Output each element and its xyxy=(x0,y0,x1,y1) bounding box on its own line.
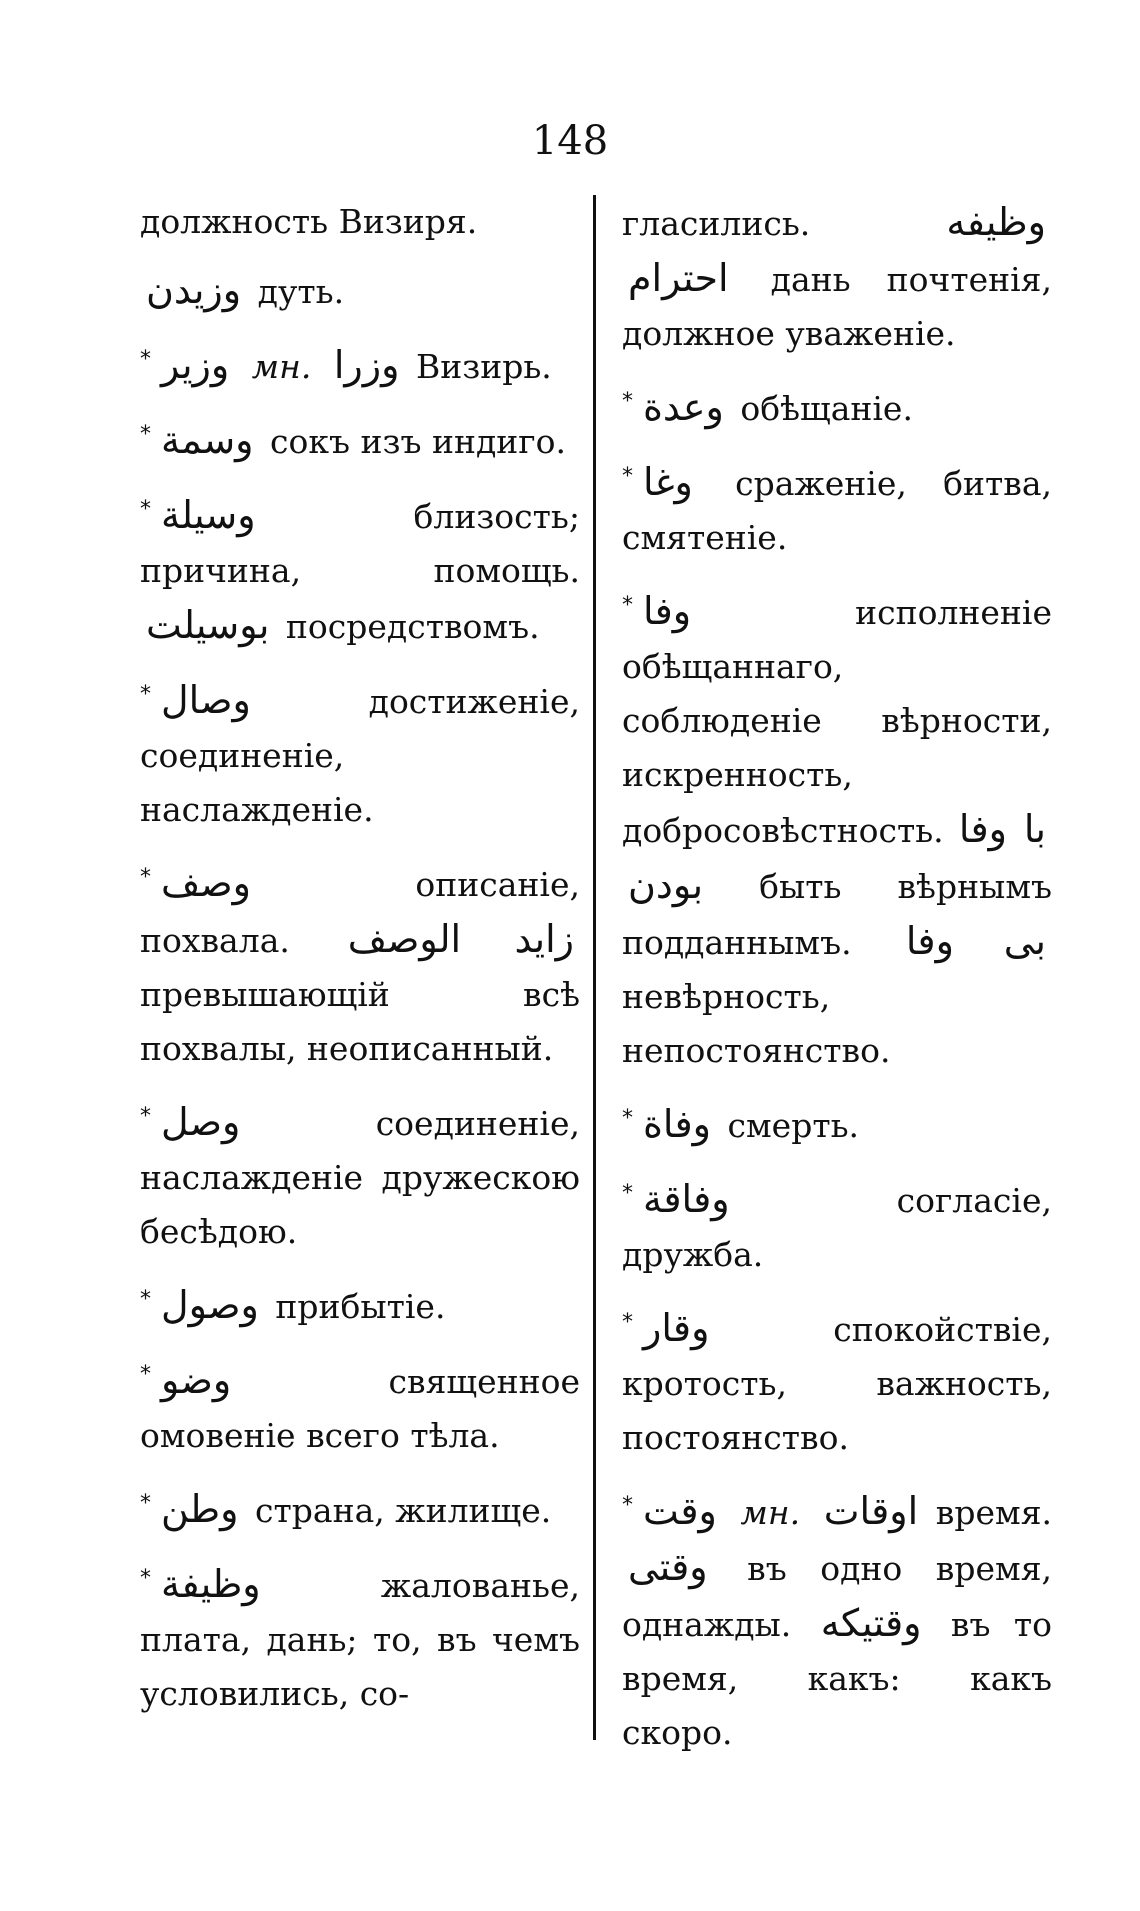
arabic-headword: وعدة xyxy=(643,385,724,429)
arabic-headword: وفاة xyxy=(643,1102,712,1146)
asterisk-marker: * xyxy=(140,1566,151,1591)
russian-definition: близость; причина, помощь. xyxy=(140,497,580,590)
arabic-headword: اوقات xyxy=(823,1489,919,1533)
russian-definition: время. xyxy=(935,1493,1053,1532)
dictionary-entry xyxy=(140,1090,580,1259)
russian-definition: посредствомъ. xyxy=(285,607,540,646)
russian-definition: согласіе, дружба. xyxy=(622,1181,1052,1274)
dictionary-entry xyxy=(140,668,580,837)
arabic-headword: وطن xyxy=(161,1487,239,1531)
asterisk-marker: * xyxy=(622,1181,633,1206)
dictionary-entry xyxy=(140,1348,580,1463)
asterisk-marker: * xyxy=(622,464,633,489)
russian-definition: обѣщаніе. xyxy=(740,389,913,428)
arabic-headword: وصف xyxy=(161,861,251,905)
arabic-headword: وفاقة xyxy=(643,1177,730,1221)
dictionary-entry xyxy=(140,483,580,654)
right-column xyxy=(622,195,1052,1774)
arabic-headword: وصال xyxy=(161,678,251,722)
russian-definition: жалованье, плата, дань; то, въ чемъ условились, со- xyxy=(140,1566,580,1713)
column-divider xyxy=(593,195,596,1740)
russian-definition: исполненіе обѣщаннаго, соблюденіе вѣрности, искренность, добросовѣстность. xyxy=(622,593,1052,850)
dictionary-entry xyxy=(140,851,580,1076)
arabic-headword: بى وفا xyxy=(905,919,1046,963)
russian-definition: священное омовеніе всего тѣла. xyxy=(140,1362,580,1455)
arabic-headword: وظيفة xyxy=(161,1562,261,1606)
russian-definition: страна, жилище. xyxy=(255,1491,552,1530)
arabic-headword: زايد الوصف xyxy=(347,917,574,961)
asterisk-marker: * xyxy=(140,1287,151,1312)
dictionary-entry xyxy=(140,1273,580,1334)
russian-definition: должность Визиря. xyxy=(140,202,478,241)
russian-definition: въ одно время, однажды. xyxy=(622,1549,1053,1644)
russian-definition: сраженіе, битва, смятеніе. xyxy=(622,464,1052,557)
russian-definition: прибытіе. xyxy=(275,1287,446,1326)
russian-definition: въ то время, какъ: какъ скоро. xyxy=(622,1605,1052,1752)
arabic-headword: با وفا بودن xyxy=(628,807,1046,907)
arabic-headword: وصول xyxy=(161,1283,259,1327)
arabic-headword: وقار xyxy=(643,1306,710,1350)
russian-definition: соединеніе, наслажденіе дружескою бесѣдою. xyxy=(140,1104,580,1251)
russian-definition: гласились. xyxy=(622,204,811,243)
arabic-headword: وزير xyxy=(161,343,230,387)
dictionary-entry xyxy=(622,450,1052,565)
asterisk-marker: * xyxy=(140,422,151,447)
dictionary-entry xyxy=(622,195,1052,361)
arabic-headword: بوسيلت xyxy=(146,603,270,647)
arabic-headword: وظيفه xyxy=(946,200,1046,244)
plural-abbreviation: мн. xyxy=(740,1493,801,1532)
arabic-headword: وسيلة xyxy=(161,493,256,537)
russian-definition: смерть. xyxy=(727,1106,860,1145)
dictionary-entry xyxy=(140,1552,580,1721)
russian-definition: дань почтенія, должное уваженіе. xyxy=(622,260,1052,353)
asterisk-marker: * xyxy=(140,865,151,890)
page-number: 148 xyxy=(531,118,609,164)
russian-definition: достиженіе, соединеніе, наслажденіе. xyxy=(140,682,580,829)
asterisk-marker: * xyxy=(140,497,151,522)
asterisk-marker: * xyxy=(622,389,633,414)
russian-definition: дуть. xyxy=(257,272,345,311)
arabic-headword: وزيدن xyxy=(146,268,242,312)
dictionary-entry xyxy=(622,1092,1052,1153)
russian-definition: описаніе, похвала. xyxy=(140,865,580,960)
arabic-headword: وزرا xyxy=(333,343,400,387)
dictionary-entry xyxy=(140,263,580,319)
russian-definition: сокъ изъ индиго. xyxy=(270,422,566,461)
asterisk-marker: * xyxy=(622,1106,633,1131)
russian-definition: Визирь. xyxy=(415,347,552,386)
arabic-headword: وسمة xyxy=(161,418,254,462)
russian-definition: превышающій всѣ похвалы, неописанный. xyxy=(140,975,580,1068)
asterisk-marker: * xyxy=(140,1104,151,1129)
dictionary-entry xyxy=(140,333,580,394)
dictionary-entry xyxy=(140,195,580,249)
asterisk-marker: * xyxy=(622,1493,633,1518)
asterisk-marker: * xyxy=(140,1362,151,1387)
dictionary-entry xyxy=(622,579,1052,1078)
arabic-headword: وفا xyxy=(643,589,692,633)
russian-definition: спокойствіе, кротость, важность, постоянство. xyxy=(622,1310,1052,1457)
asterisk-marker: * xyxy=(622,593,633,618)
dictionary-entry xyxy=(622,1296,1052,1465)
dictionary-entry xyxy=(622,375,1052,436)
arabic-headword: وقتيكه xyxy=(820,1601,922,1645)
dictionary-entry xyxy=(140,408,580,469)
asterisk-marker: * xyxy=(140,347,151,372)
arabic-headword: وضو xyxy=(161,1358,232,1402)
dictionary-entry xyxy=(140,1477,580,1538)
asterisk-marker: * xyxy=(140,682,151,707)
asterisk-marker: * xyxy=(140,1491,151,1516)
arabic-headword: وصل xyxy=(161,1100,241,1144)
dictionary-entry xyxy=(622,1167,1052,1282)
asterisk-marker: * xyxy=(622,1310,633,1335)
russian-definition: быть вѣрнымъ подданнымъ. xyxy=(622,867,1052,962)
plural-abbreviation: мн. xyxy=(251,347,312,386)
arabic-headword: وغا xyxy=(643,460,693,504)
arabic-headword: احترام xyxy=(628,256,729,300)
arabic-headword: وقتى xyxy=(628,1545,708,1589)
dictionary-entry xyxy=(622,1479,1052,1760)
russian-definition: невѣрность, непостоянство. xyxy=(622,977,891,1070)
arabic-headword: وقت xyxy=(643,1489,717,1533)
left-column xyxy=(140,195,580,1735)
